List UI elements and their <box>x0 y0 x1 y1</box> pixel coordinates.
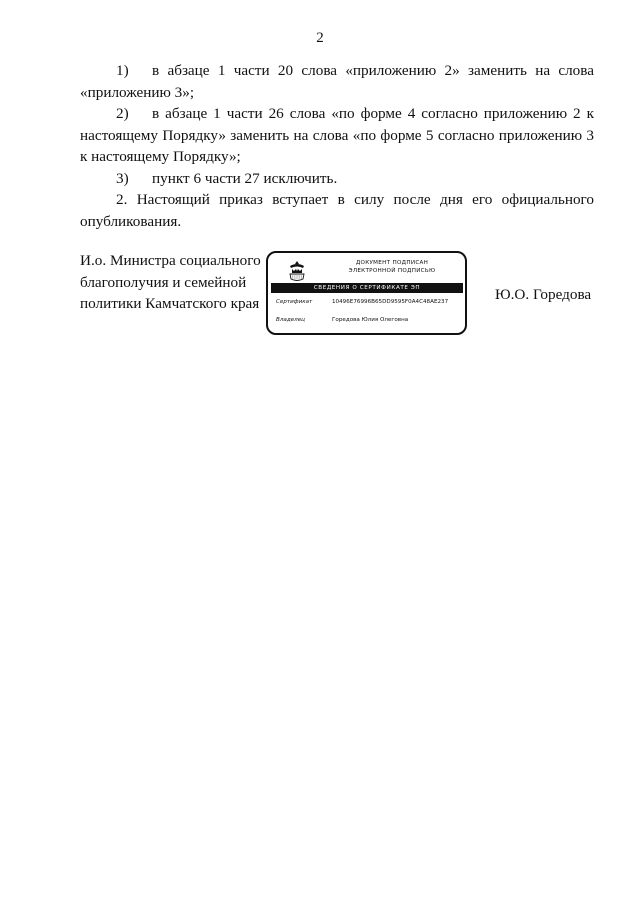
position-line: И.о. Министра социального <box>80 252 261 269</box>
stamp-title <box>322 259 462 275</box>
list-item-2 <box>80 103 594 168</box>
position-line: политики Камчатского края <box>80 295 260 312</box>
owner-value: Горедова Юлия Олеговна <box>332 317 409 323</box>
list-item-number: 2) <box>116 105 129 122</box>
signatory-position <box>80 250 270 315</box>
owner-label: Владелец <box>276 317 305 323</box>
list-item-text: в абзаце 1 части 26 слова «по форме 4 согласно приложению 2 к настоящему Порядку» заменить на слова «по форме 5 согласно приложению 3 к настоящему Порядку»; <box>80 105 594 165</box>
position-line: благополучия и семейной <box>80 273 247 291</box>
coat-of-arms-icon <box>286 260 308 282</box>
list-item-number: 3) <box>116 169 129 187</box>
certificate-value: 10496E76996B65DD9595F0A4C48AE237 <box>332 299 449 305</box>
list-item-number: 1) <box>116 62 129 79</box>
list-item-1 <box>80 60 594 103</box>
certificate-row <box>276 298 448 306</box>
paragraph-2: 2. Настоящий приказ вступает в силу после дня его официального опубликования. <box>80 191 594 230</box>
stamp-title-line: ДОКУМЕНТ ПОДПИСАН <box>355 260 429 266</box>
page-number: 2 <box>316 30 324 46</box>
owner-row <box>276 316 408 324</box>
list-item-text: в абзаце 1 части 20 слова «приложению 2» заменить на слова «приложению 3»; <box>80 62 594 101</box>
stamp-title-line: ЭЛЕКТРОННОЙ ПОДПИСЬЮ <box>348 268 436 274</box>
document-body <box>80 60 594 232</box>
certificate-info-bar: СВЕДЕНИЯ О СЕРТИФИКАТЕ ЭП <box>271 283 463 293</box>
electronic-signature-stamp <box>266 251 467 335</box>
list-item-3 <box>80 168 594 190</box>
list-item-text: пункт 6 части 27 исключить. <box>152 169 338 187</box>
signatory-name: Ю.О. Горедова <box>495 286 592 303</box>
certificate-label: Сертификат <box>276 299 313 305</box>
